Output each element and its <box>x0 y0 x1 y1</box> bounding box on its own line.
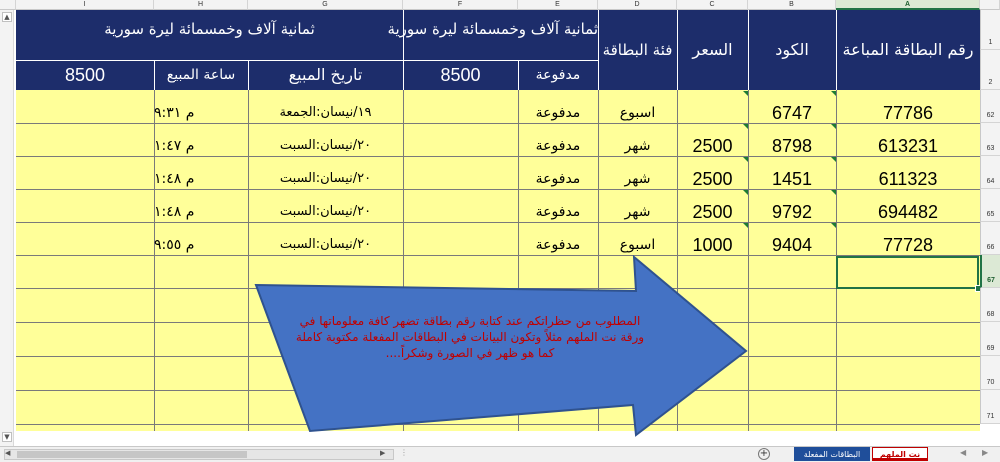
cell-d62[interactable]: اسبوع <box>619 105 656 121</box>
header-card-category: فئة البطاقة <box>602 41 673 59</box>
column-header-e[interactable]: E <box>518 0 598 10</box>
cell-h62[interactable]: م ٩:٣١ <box>154 105 195 121</box>
tab-activated-cards[interactable]: البطاقات المفعلة <box>794 447 870 461</box>
row-header-2[interactable]: 2 <box>980 50 1000 90</box>
row-header-68[interactable]: 68 <box>980 288 1000 322</box>
header-price: السعر <box>692 40 733 59</box>
tab-split-icon[interactable]: ⋮ <box>400 448 408 457</box>
header-amount-i: 8500 <box>64 65 106 85</box>
cell-h64[interactable]: م ١:٤٨ <box>154 171 195 187</box>
cell-b66[interactable]: 9404 <box>771 235 813 255</box>
cell-a66[interactable]: 77728 <box>882 235 934 255</box>
cell-d66[interactable]: اسبوع <box>619 237 656 253</box>
horizontal-scroll-thumb[interactable] <box>17 451 247 458</box>
row-header-1[interactable]: 1 <box>980 10 1000 50</box>
column-header-h[interactable]: H <box>154 0 248 10</box>
cell-e66[interactable]: مدفوعة <box>535 237 581 253</box>
arrow-note-text: المطلوب من حظراتكم عند كتابة رقم بطاقة تضهر كافة معلوماتها في ورقة نت الملهم مثلاً وتكون البيانات في البطاقات المفعلة مكتوبة كاملة كما هو ظهر في الصورة وشكراً.... <box>295 314 645 360</box>
column-header-i[interactable]: I <box>16 0 154 10</box>
cell-h66[interactable]: م ٩:٥٥ <box>154 237 195 253</box>
row-header-64[interactable]: 64 <box>980 156 1000 189</box>
header-code: الكود <box>775 40 809 59</box>
row-header-63[interactable]: 63 <box>980 123 1000 156</box>
cell-e63[interactable]: مدفوعة <box>535 138 581 154</box>
cell-e64[interactable]: مدفوعة <box>535 171 581 187</box>
comment-indicator[interactable] <box>831 190 836 195</box>
column-header-d[interactable]: D <box>598 0 677 10</box>
cell-g66[interactable]: ٢٠/نيسان:السبت <box>279 237 372 252</box>
cell-g62[interactable]: ١٩/نيسان:الجمعة <box>279 105 372 120</box>
cell-g63[interactable]: ٢٠/نيسان:السبت <box>279 138 372 153</box>
comment-indicator[interactable] <box>831 91 836 96</box>
cell-d64[interactable]: شهر <box>624 171 651 187</box>
column-header-f[interactable]: F <box>403 0 518 10</box>
cell-e62[interactable]: مدفوعة <box>535 105 581 121</box>
cell-a65[interactable]: 694482 <box>877 202 939 222</box>
comment-indicator[interactable] <box>743 190 748 195</box>
scroll-right-icon[interactable]: ▶ <box>380 449 386 457</box>
cell-h63[interactable]: م ١:٤٧ <box>154 138 195 154</box>
header-sale-date: تاريخ المبيع <box>288 65 363 84</box>
header-sale-time: ساعة المبيع <box>166 67 236 83</box>
cell-c64[interactable]: 2500 <box>692 169 733 189</box>
comment-indicator[interactable] <box>743 91 748 96</box>
vertical-scrollbar[interactable] <box>0 10 14 446</box>
cell-h65[interactable]: م ١:٤٨ <box>154 204 195 220</box>
comment-indicator[interactable] <box>743 157 748 162</box>
next-sheet-icon[interactable]: ▶ <box>982 448 989 457</box>
cell-b62[interactable]: 6747 <box>771 103 813 123</box>
cell-a64[interactable]: 611323 <box>878 169 938 189</box>
cell-e65[interactable]: مدفوعة <box>535 204 581 220</box>
cell-b65[interactable]: 9792 <box>771 202 813 222</box>
comment-indicator[interactable] <box>743 223 748 228</box>
cell-c66[interactable]: 1000 <box>692 235 733 255</box>
header-paid: مدفوعة <box>535 67 581 83</box>
cell-b63[interactable]: 8798 <box>771 136 813 156</box>
comment-indicator[interactable] <box>831 223 836 228</box>
comment-indicator[interactable] <box>831 157 836 162</box>
column-header-spacer <box>980 0 1000 10</box>
column-header-c[interactable]: C <box>677 0 748 10</box>
row-header-66[interactable]: 66 <box>980 222 1000 255</box>
cell-a62[interactable]: 77786 <box>882 103 934 123</box>
row-header-70[interactable]: 70 <box>980 356 1000 390</box>
horizontal-scrollbar[interactable] <box>4 449 394 460</box>
row-header-69[interactable]: 69 <box>980 322 1000 356</box>
cell-d65[interactable]: شهر <box>624 204 651 220</box>
row-header-62[interactable]: 62 <box>980 90 1000 123</box>
comment-indicator[interactable] <box>831 124 836 129</box>
header-card-number: رقم البطاقة المباعة <box>842 40 974 59</box>
tab-net-almulham[interactable]: نت الملهم <box>872 447 928 461</box>
comment-indicator[interactable] <box>743 124 748 129</box>
select-all-corner[interactable] <box>0 0 16 10</box>
column-header-b[interactable]: B <box>748 0 836 10</box>
row-header-71[interactable]: 71 <box>980 390 1000 424</box>
row-header-67[interactable]: 67 <box>980 255 1000 288</box>
header-amount-f: 8500 <box>440 65 481 85</box>
cell-c63[interactable]: 2500 <box>692 136 733 156</box>
column-header-a[interactable]: A <box>836 0 980 10</box>
cell-b64[interactable]: 1451 <box>771 169 813 189</box>
row-header-65[interactable]: 65 <box>980 189 1000 222</box>
prev-sheet-icon[interactable]: ◀ <box>960 448 967 457</box>
active-cell-a67[interactable] <box>836 256 979 289</box>
header-eight-thousand-five-hundred-2: ثمانية آلاف وخمسمائة ليرة سورية <box>104 20 315 38</box>
sheet-tab-bar <box>0 446 1000 462</box>
cell-g64[interactable]: ٢٠/نيسان:السبت <box>279 171 372 186</box>
header-eight-thousand-five-hundred: ثمانية آلاف وخمسمائة ليرة سورية <box>387 20 598 38</box>
cell-g65[interactable]: ٢٠/نيسان:السبت <box>279 204 372 219</box>
cell-d63[interactable]: شهر <box>624 138 651 154</box>
add-sheet-icon[interactable]: + <box>759 448 769 459</box>
scroll-left-icon[interactable]: ◀ <box>5 449 11 457</box>
cell-a63[interactable]: 613231 <box>877 136 939 156</box>
column-header-g[interactable]: G <box>248 0 403 10</box>
scroll-up-icon[interactable]: ▲ <box>2 12 12 22</box>
cell-c65[interactable]: 2500 <box>692 202 733 222</box>
scroll-down-icon[interactable]: ▼ <box>2 432 12 442</box>
